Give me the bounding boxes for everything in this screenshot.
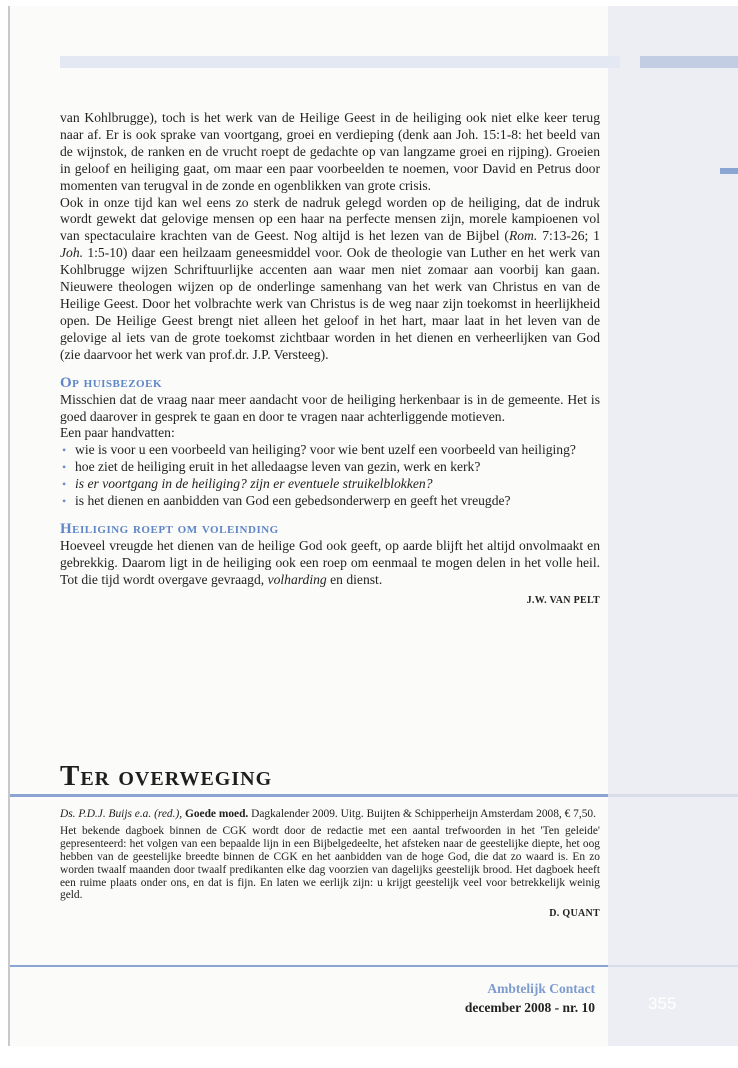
section2-text: Hoeveel vreugde het dienen van de heilige God ook geeft, op aarde blijft het altijd onvolmaakt en gebrekkig. Daarom ligt in de heiliging ook een roep om eenmaal te mogen delen in het volle heil. Tot die tijd wordt overgave gevraagd, volharding en dienst. [60,537,600,587]
title-rule-right [608,794,738,797]
bullet-icon: • [62,494,67,509]
section1-text: Misschien dat de vraag naar meer aandacht voor de heiliging herkenbaar is in de gemeente. Het is goed daarover in gesprek te gaan en door te vragen naar achterliggende motieven. [60,391,600,424]
footer-rule [10,965,608,967]
page-number: 355 [648,994,677,1013]
list-item: • is er voortgang in de heiliging? zijn er eventuele struikelblokken? [62,476,433,492]
right-margin-column [608,6,738,1046]
heading-op-huisbezoek: Op huisbezoek [60,374,162,391]
review-block [60,808,600,919]
header-bar-right [640,56,738,68]
issue-info: december 2008 - nr. 10 [464,1000,595,1015]
margin-marker [720,168,738,174]
list-item: • hoe ziet de heiliging eruit in het alledaagse leven van gezin, werk en kerk? [62,459,481,475]
ter-overweging-title: Ter overweging [60,760,273,792]
bullet-list [60,442,600,510]
paragraph-1: van Kohlbrugge), toch is het werk van de Heilige Geest in de heiliging ook niet elke keer terug naar af. Er is ook sprake van voortgang, groei en verdieping (denk aan Joh. 15:1-8: het beeld van de wijnstok, de ranken en de vrucht roept de gedachte op van langzame groei en rijping). Groeien in geloof en heiliging gaat, om maar een paar voorbeelden te noemen, voor David en Petrus door momenten van terugval in de zonde en ogenblikken van grote crisis. [60,110,600,193]
list-item: • is het dienen en aanbidden van God een gebedsonderwerp en geeft het vreugde? [62,493,511,509]
paragraph-2: Ook in onze tijd kan wel eens zo sterk de nadruk gelegd worden op de heiliging, dat de indruk wordt gewekt dat gelovige mensen op een haar na perfecte mensen zijn, morele kampioenen vol van spectaculaire krachten van de Geest. Nog altijd is het lezen van de Bijbel (Rom. 7:13-26; 1 Joh. 1:5-10) daar een heilzaam geneesmiddel voor. Ook de theologie van Luther en het werk van Kohlbrugge wijzen Schriftuurlijke accenten aan waar men niet zomaar aan voorbij kan gaan. Nieuwere theologen wijzen op de onderlinge samenhang van het werk van Christus en van de Heilige Geest. Door het volbrachte werk van Christus is de weg naar zijn toekomst in heerlijkheid open. De Heilige Geest brengt niet alleen het geloof in het hart, maar laat in het leven van de gelovige al iets van de grote toekomst zichtbaar worden in het dienen en verheerlijken van God (zie daarvoor het werk van prof.dr. J.P. Versteeg). [60,194,600,362]
review-signature: D. QUANT [549,908,600,920]
section1-intro: Een paar handvatten: [60,425,175,441]
bullet-icon: • [62,443,67,458]
bullet-icon: • [62,477,67,492]
author-signature: J.W. VAN PELT [526,594,600,606]
book-reference: Ds. P.D.J. Buijs e.a. (red.), Goede moed. Dagkalender 2009. Uitg. Buijten & Schipperheijn Amsterdam 2008, € 7,50. [60,808,596,820]
title-rule [10,794,608,797]
journal-name: Ambtelijk Contact [487,981,595,996]
bullet-icon: • [62,460,67,475]
review-text: Het bekende dagboek binnen de CGK wordt door de redactie met een aantal trefwoorden in het 'Ten geleide' gepresenteerd: het volgen van een bepaalde lijn in een Bijbelgedeelte, het afsteken naar de geestelijke diepte, het oog hebben van de geestelijke breedte binnen de CGK en het aanbidden van de hoge God, die dat zo waard is. En zo worden twaalf maanden door twaalf predikanten elke dag voorzien van dagelijks geestelijk brood. Het dagboek heeft een ruime plaats onder ons, en dat is fijn. En laten we eerlijk zijn: u krijgt geestelijk veel voor betrekkelijk weinig geld. [60,824,600,902]
article-body [60,110,600,606]
list-item: • wie is voor u een voorbeeld van heiliging? voor wie bent uzelf een voorbeeld van heiliging? [62,442,576,458]
header-bar [60,56,620,68]
heading-heiliging-roept: Heiliging roept om voleinding [60,520,279,537]
footer-rule-right [608,965,738,967]
